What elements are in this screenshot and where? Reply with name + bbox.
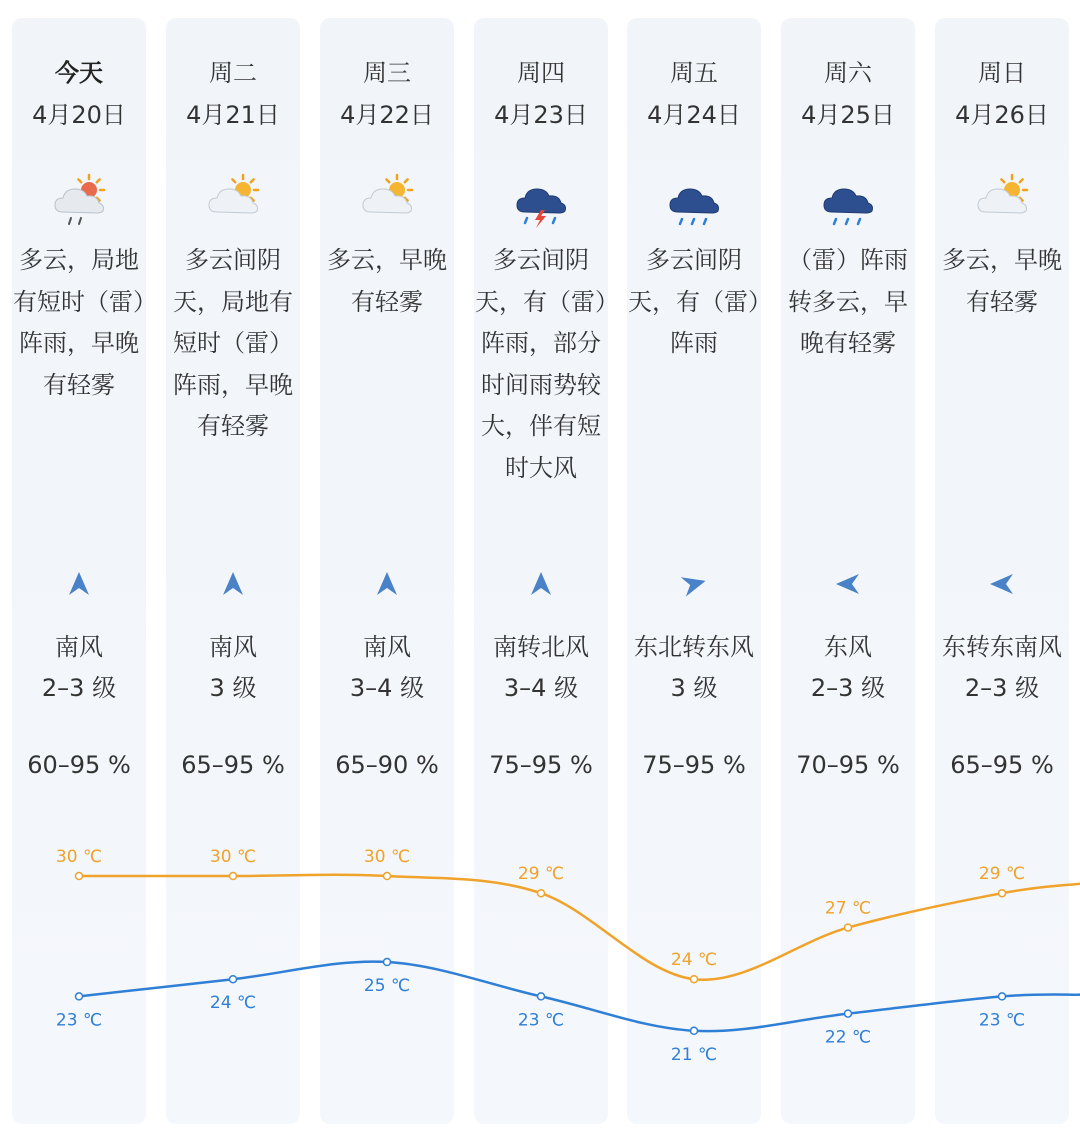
- wind-level: 2–3 级: [810, 674, 886, 702]
- low-temp-point: [845, 1010, 852, 1017]
- humidity: 65–90 %: [335, 751, 439, 779]
- low-temp-label: 21 ℃: [670, 1044, 718, 1065]
- high-temp-label: 30 ℃: [55, 847, 103, 867]
- high-temp-point: [845, 924, 852, 931]
- wind-direction: 南风: [363, 633, 411, 661]
- humidity: 60–95 %: [27, 751, 131, 779]
- high-temp-label: 30 ℃: [363, 847, 411, 867]
- high-temp-label: 29 ℃: [978, 864, 1026, 885]
- day-date: 4月25日: [801, 101, 895, 129]
- low-temp-label: 23 ℃: [978, 1010, 1026, 1031]
- low-temp-point: [538, 993, 545, 1000]
- day-date: 4月26日: [955, 101, 1049, 129]
- low-temp-label: 23 ℃: [55, 1010, 103, 1031]
- high-temp-point: [230, 873, 237, 880]
- day-date: 4月24日: [647, 101, 741, 129]
- wind-direction: 南风: [209, 633, 257, 661]
- weather-description: 多云间阴天，有（雷）阵雨，部分时间雨势较大，伴有短时大风: [475, 246, 607, 482]
- humidity: 75–95 %: [642, 751, 746, 779]
- weather-description: 多云，早晚有轻雾: [327, 246, 447, 316]
- high-temp-label: 29 ℃: [517, 864, 565, 885]
- wind-direction: 东北转东风: [634, 633, 754, 661]
- wind-level: 2–3 级: [41, 674, 117, 702]
- day-name: 周日: [978, 59, 1026, 87]
- humidity: 65–95 %: [950, 751, 1054, 779]
- day-date: 4月21日: [186, 101, 280, 129]
- low-temp-label: 25 ℃: [363, 976, 411, 996]
- wind-direction: 东风: [824, 633, 872, 661]
- high-temp-label: 24 ℃: [670, 950, 718, 971]
- day-name: 周六: [824, 59, 872, 87]
- wind-direction: 东转东南风: [942, 633, 1062, 661]
- wind-level: 2–3 级: [964, 674, 1040, 702]
- high-temp-line: [79, 875, 1080, 980]
- low-temp-point: [76, 993, 83, 1000]
- day-date: 4月23日: [494, 101, 588, 129]
- low-temp-point: [230, 976, 237, 983]
- wind-level: 3–4 级: [349, 674, 425, 702]
- wind-direction: 南风: [55, 633, 103, 661]
- day-date: 4月20日: [32, 101, 126, 129]
- high-temp-label: 30 ℃: [209, 847, 257, 867]
- weather-description: 多云，早晚有轻雾: [942, 246, 1062, 316]
- high-temp-point: [691, 976, 698, 983]
- humidity: 65–95 %: [181, 751, 285, 779]
- weather-description: 多云间阴天，有（雷）阵雨: [628, 246, 760, 357]
- day-name: 周三: [363, 59, 411, 87]
- low-temp-point: [999, 993, 1006, 1000]
- high-temp-point: [999, 890, 1006, 897]
- weather-description: （雷）阵雨转多云，早晚有轻雾: [788, 246, 908, 357]
- low-temp-label: 23 ℃: [517, 1010, 565, 1031]
- wind-level: 3 级: [209, 674, 257, 702]
- high-temp-label: 27 ℃: [824, 898, 872, 919]
- day-date: 4月22日: [340, 101, 434, 129]
- humidity: 70–95 %: [796, 751, 900, 779]
- wind-direction: 南转北风: [493, 633, 589, 661]
- low-temp-label: 24 ℃: [209, 993, 257, 1014]
- wind-level: 3 级: [670, 674, 718, 702]
- day-name: 周四: [517, 59, 565, 87]
- day-name: 周五: [670, 59, 718, 87]
- day-name: 今天: [55, 59, 103, 87]
- low-temp-point: [691, 1027, 698, 1034]
- weather-description: 多云间阴天，局地有短时（雷）阵雨，早晚有轻雾: [173, 246, 293, 440]
- high-temp-point: [384, 873, 391, 880]
- high-temp-point: [76, 873, 83, 880]
- wind-level: 3–4 级: [503, 674, 579, 702]
- low-temp-point: [384, 959, 391, 966]
- high-temp-point: [538, 890, 545, 897]
- low-temp-label: 22 ℃: [824, 1027, 872, 1048]
- day-name: 周二: [209, 59, 257, 87]
- humidity: 75–95 %: [489, 751, 593, 779]
- weather-description: 多云，局地有短时（雷）阵雨，早晚有轻雾: [13, 246, 145, 399]
